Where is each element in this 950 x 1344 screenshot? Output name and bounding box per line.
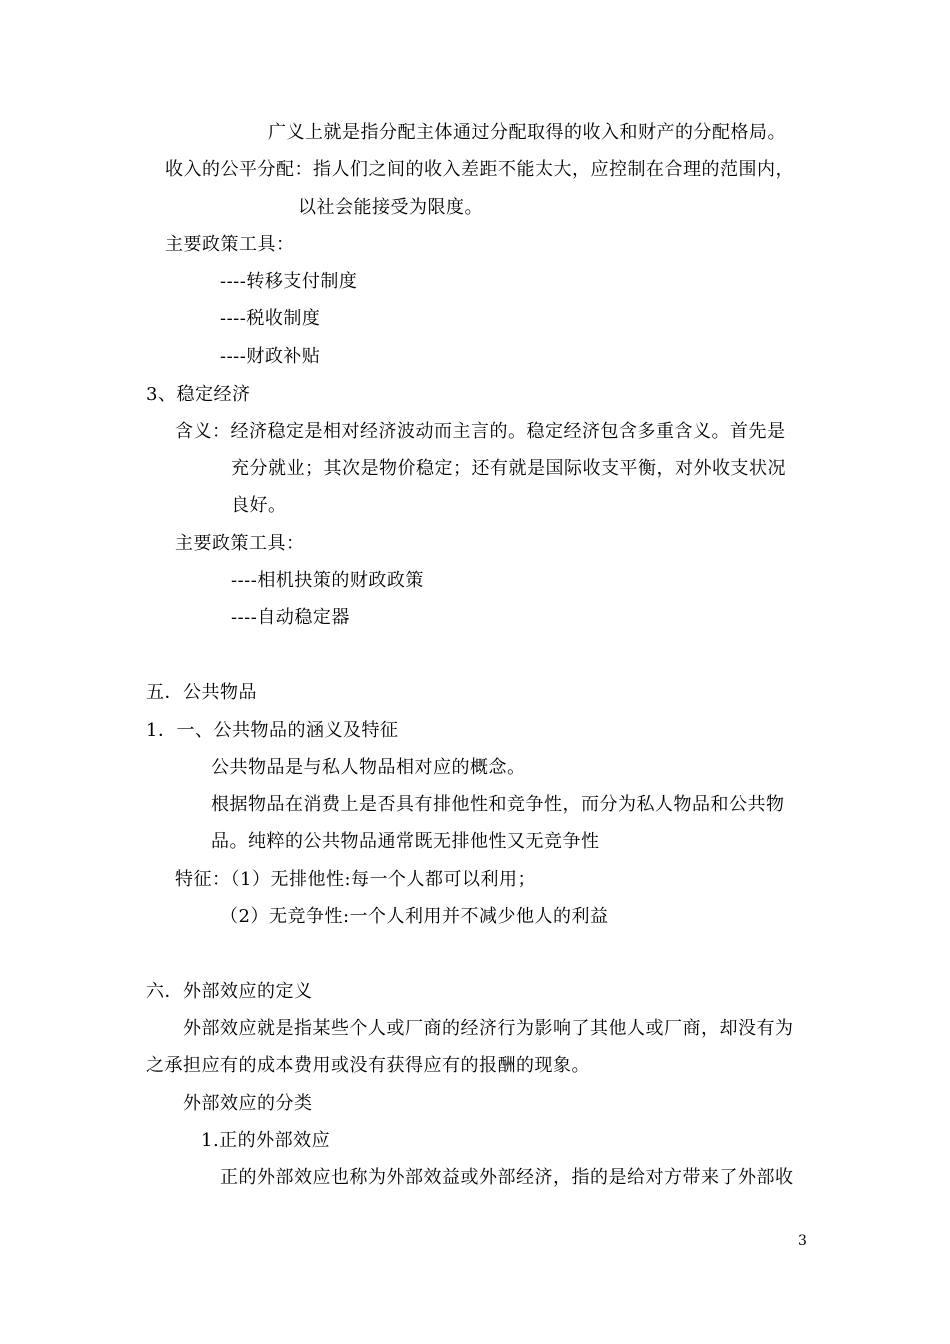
- text-line: 1.正的外部效应: [201, 1130, 331, 1151]
- text-line: 充分就业；其次是物价稳定；还有就是国际收支平衡，对外收支状况: [231, 458, 786, 479]
- text-line: 外部效应就是指某些个人或厂商的经济行为影响了其他人或厂商，却没有为: [183, 1018, 794, 1039]
- text-line: 广义上就是指分配主体通过分配取得的收入和财产的分配格局。: [268, 122, 786, 143]
- text-line: 以社会能接受为限度。: [298, 197, 483, 218]
- text-line: ----相机抉策的财政政策: [231, 570, 424, 591]
- text-line: ----税收制度: [220, 308, 321, 329]
- text-line: 之承担应有的成本费用或没有获得应有的报酬的现象。: [146, 1055, 590, 1076]
- section-heading: 1．一、公共物品的涵义及特征: [146, 720, 399, 741]
- text-line: 外部效应的分类: [183, 1093, 313, 1114]
- text-line: 含义：经济稳定是相对经济波动而主言的。稳定经济包含多重含义。首先是: [175, 421, 786, 442]
- text-line: 收入的公平分配：指人们之间的收入差距不能太大，应控制在合理的范围内，: [165, 159, 794, 180]
- text-line: 根据物品在消费上是否具有排他性和竞争性，而分为私人物品和公共物: [211, 794, 785, 815]
- text-line: ----财政补贴: [220, 346, 321, 367]
- text-line: 公共物品是与私人物品相对应的概念。: [211, 757, 526, 778]
- page-number: 3: [798, 1233, 807, 1249]
- text-line: （2）无竞争性:一个人利用并不减少他人的利益: [220, 906, 609, 927]
- text-line: ----自动稳定器: [231, 607, 350, 628]
- text-line: ----转移支付制度: [220, 271, 358, 292]
- text-line: 主要政策工具：: [165, 234, 295, 255]
- section-heading: 五．公共物品: [146, 682, 257, 703]
- section-heading: 3、稳定经济: [146, 384, 251, 405]
- text-line: 品。纯粹的公共物品通常既无排他性又无竞争性: [211, 831, 600, 852]
- text-line: 良好。: [231, 495, 287, 516]
- text-line: 正的外部效应也称为外部效益或外部经济，指的是给对方带来了外部收: [220, 1167, 794, 1188]
- section-heading: 六．外部效应的定义: [146, 981, 313, 1002]
- text-line: 主要政策工具：: [175, 533, 305, 554]
- text-line: 特征：（1）无排他性:每一个人都可以利用；: [175, 869, 537, 890]
